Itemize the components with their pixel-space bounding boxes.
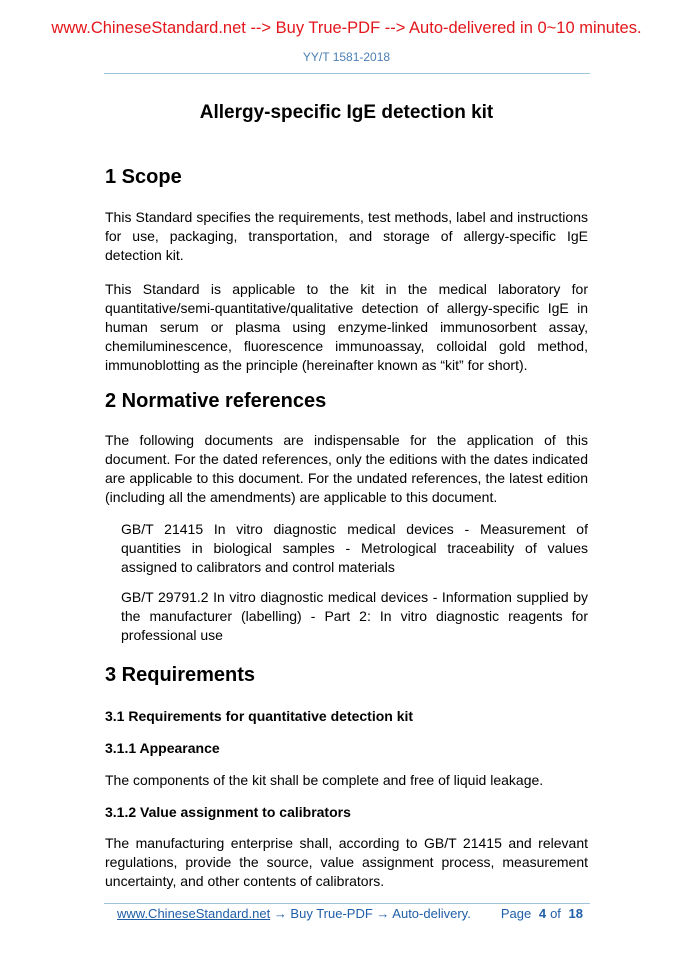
promo-banner: www.ChineseStandard.net --> Buy True-PDF --> Auto-delivered in 0~10 minutes. — [51, 19, 642, 37]
section-heading-normative-references: 2 Normative references — [105, 390, 327, 412]
subsection-heading: 3.1.2 Value assignment to calibrators — [105, 804, 351, 820]
section-heading-scope: 1 Scope — [105, 166, 182, 188]
paragraph: This Standard is applicable to the kit in the medical laboratory for quantitative/semi-quantitative/qualitative detection of allergy-specific IgE in human serum or plasma using enzyme-linked immunosorbent assay, chemiluminescence, fluorescence immunoassay, colloidal gold method, immunoblotting as the principle (hereinafter known as “kit” for short). — [105, 281, 588, 373]
subsection-heading: 3.1 Requirements for quantitative detection kit — [105, 708, 414, 724]
page-total: 18 — [568, 906, 583, 921]
paragraph: The manufacturing enterprise shall, according to GB/T 21415 and relevant regulations, provide the source, value assignment process, measurement uncertainty, and other contents of calibrators. — [105, 835, 588, 889]
header-divider — [104, 73, 590, 74]
page-label: Page — [500, 906, 532, 921]
paragraph: The components of the kit shall be complete and free of liquid leakage. — [105, 772, 544, 788]
footer-site-link[interactable]: www.ChineseStandard.net — [117, 906, 271, 921]
subsection-heading: 3.1.1 Appearance — [105, 740, 220, 756]
document-id: YY/T 1581-2018 — [302, 50, 391, 64]
reference-item: GB/T 29791.2 In vitro diagnostic medical devices - Information supplied by the manufacturer (labelling) - Part 2: In vitro diagnostic reagents for professional use — [121, 589, 588, 643]
page-number: 4 — [538, 906, 547, 921]
document-title: Allergy-specific IgE detection kit — [199, 102, 494, 123]
page-indicator — [501, 906, 587, 921]
footer-divider — [104, 903, 590, 904]
of-label: of — [550, 906, 561, 921]
paragraph: The following documents are indispensable for the application of this document. For the dated references, only the editions with the dates indicated are applicable to this document. For the undated references, the latest edition (including all the amendments) are applicable to this document. — [105, 432, 588, 505]
paragraph: This Standard specifies the requirements, test methods, label and instructions for use, packaging, transportation, and storage of allergy-specific IgE detection kit. — [105, 209, 588, 263]
reference-item: GB/T 21415 In vitro diagnostic medical devices - Measurement of quantities in biological samples - Metrological traceability of values assigned to calibrators and control materials — [121, 521, 588, 575]
section-heading-requirements: 3 Requirements — [105, 664, 256, 686]
footer-text: → Buy True-PDF → Auto-delivery. — [270, 906, 471, 921]
footer — [117, 906, 587, 921]
